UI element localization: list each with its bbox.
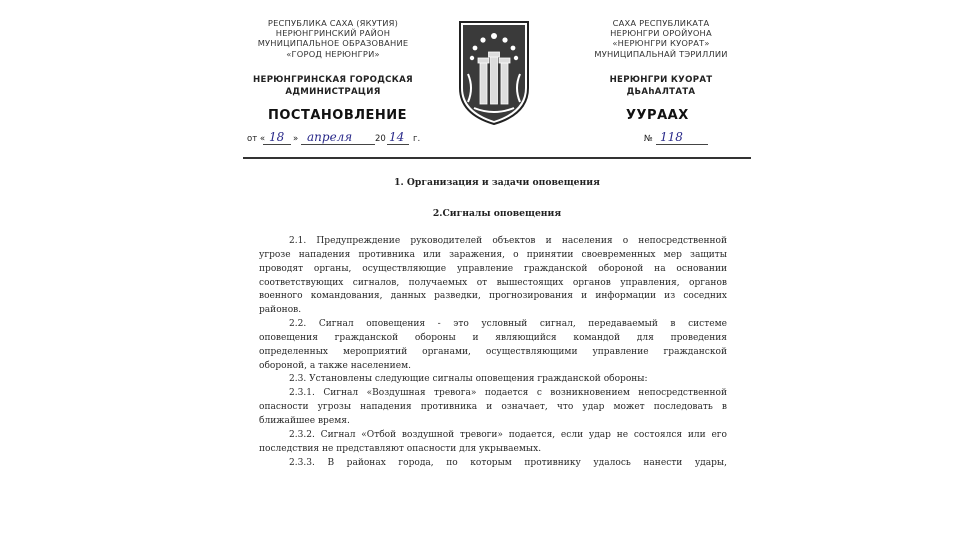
section-1-heading: 1. Организация и задачи оповещения [394, 177, 600, 188]
coat-of-arms-emblem [456, 18, 532, 128]
text-line: опасности угрозы нападения противника и означает, что удар может последовать в [259, 402, 727, 413]
header-right-block [556, 18, 766, 59]
text-line: последствия не представляют опасности для укрываемых. [259, 443, 542, 454]
date-year-prefix: 20 [375, 134, 386, 144]
admin-left-line: НЕРЮНГРИНСКАЯ ГОРОДСКАЯ [253, 75, 413, 85]
number-prefix: № [644, 134, 653, 144]
date-day: 18 [269, 130, 285, 144]
text-line: соответствующих сигналов, получаемых от вышестоящих органов управления, органов [259, 277, 727, 288]
number-value: 118 [660, 130, 683, 144]
text-line: угрозе нападения противника или заражения, о принятии своевременных мер защиты [259, 249, 727, 260]
date-suffix: г. [413, 134, 421, 144]
text-line: районов. [259, 305, 302, 316]
header-right-line: НЕРЮНГРИ ОРОЙУОНА [610, 28, 712, 39]
resolution-title-yakut: УУРААХ [626, 108, 689, 123]
header-divider [243, 157, 751, 159]
text-line: 2.2. Сигнал оповещения - это условный сигнал, передаваемый в системе [289, 319, 727, 330]
admin-left-line: АДМИНИСТРАЦИЯ [285, 87, 381, 97]
text-line: ближайшее время. [259, 415, 350, 426]
date-prefix: от « [247, 134, 266, 144]
text-line: проводят органы, осуществляющие управление гражданской обороной на основании [259, 263, 727, 274]
text-line: оповещения гражданской обороны и являющийся командой для проведения [259, 332, 727, 343]
date-year-underline [387, 144, 409, 145]
text-line: 2.3.2. Сигнал «Отбой воздушной тревоги» подается, если удар не состоялся или его [289, 429, 727, 440]
header-left-line: «ГОРОД НЕРЮНГРИ» [286, 48, 380, 59]
header-left-line: НЕРЮНГРИНСКИЙ РАЙОН [275, 28, 391, 39]
admin-right-line: ДЬАһАЛТАТА [626, 87, 696, 97]
admin-right-title [556, 74, 766, 98]
text-line: военного командования, данных разведки, прогнозирования и информации из соседних [259, 291, 727, 302]
text-line: обороной, а также населением. [259, 360, 411, 371]
header-left-line: РЕСПУБЛИКА САХА (ЯКУТИЯ) [267, 18, 399, 28]
header-right-line: «НЕРЮНГРИ КУОРАТ» [612, 38, 710, 49]
admin-right-line: НЕРЮНГРИ КУОРАТ [609, 75, 713, 85]
header-right-line: МУНИЦИПАЛЬНАЙ ТЭРИЛЛИИ [594, 48, 728, 59]
header-left-block [228, 18, 438, 59]
number-underline [656, 144, 708, 145]
date-mid: » [293, 134, 299, 144]
header-left-line: МУНИЦИПАЛЬНОЕ ОБРАЗОВАНИЕ [257, 38, 409, 49]
date-line [247, 130, 447, 146]
text-line: 2.3.1. Сигнал «Воздушная тревога» подается с возникновением непосредственной [289, 388, 727, 399]
section-2-heading: 2.Сигналы оповещения [432, 208, 562, 219]
resolution-title: ПОСТАНОВЛЕНИЕ [268, 108, 408, 123]
text-line: 2.1. Предупреждение руководителей объектов и населения о непосредственной [289, 236, 727, 246]
body-text [259, 235, 727, 470]
admin-left-title [228, 74, 438, 98]
date-month: апреля [307, 130, 353, 144]
date-month-underline [301, 144, 375, 145]
text-line: 2.3.3. В районах города, по которым противнику удалось нанести удары, [289, 457, 727, 468]
number-line [618, 130, 718, 146]
date-day-underline [263, 144, 291, 145]
text-line: 2.3. Установлены следующие сигналы оповещения гражданской обороны: [289, 374, 648, 385]
date-year: 14 [389, 130, 405, 144]
header-right-line: САХА РЕСПУБЛИКАТА [612, 18, 710, 28]
text-line: определенных мероприятий органами, осуществляющими управление гражданской [259, 346, 727, 357]
